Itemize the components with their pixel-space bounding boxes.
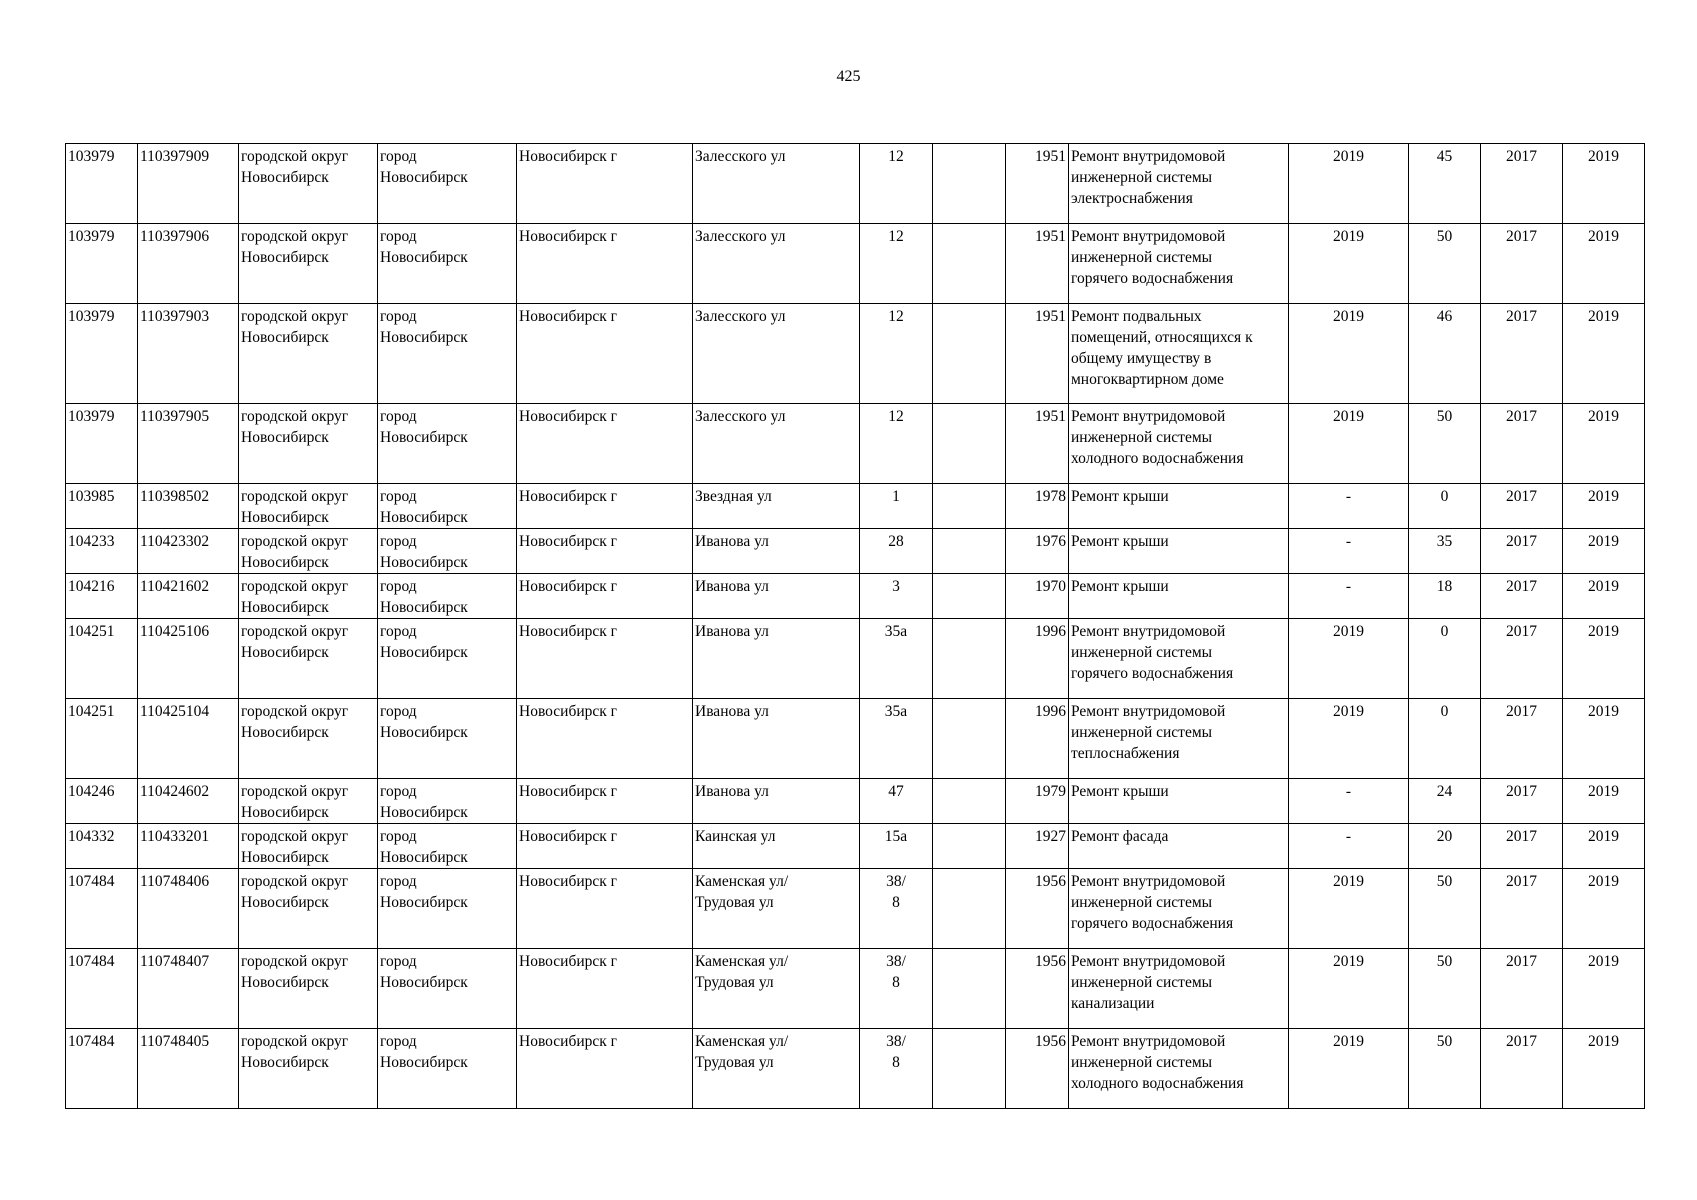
cell-settlement: город Новосибирск (378, 484, 517, 529)
cell-work-type: Ремонт крыши (1069, 484, 1289, 529)
cell-start-year: 2017 (1481, 824, 1563, 869)
cell-house-id: 104233 (66, 529, 138, 574)
cell-last-repair-year: - (1289, 574, 1409, 619)
cell-work-code: 110423302 (138, 529, 239, 574)
table-row (66, 304, 1645, 404)
cell-wear-percent: 0 (1409, 699, 1481, 779)
cell-house-id: 104332 (66, 824, 138, 869)
cell-district: городской округ Новосибирск (239, 144, 378, 224)
cell-last-repair-year: - (1289, 779, 1409, 824)
cell-start-year: 2017 (1481, 869, 1563, 949)
cell-construction-year: 1996 (1006, 699, 1069, 779)
cell-last-repair-year: 2019 (1289, 224, 1409, 304)
cell-district: городской округ Новосибирск (239, 404, 378, 484)
cell-construction-year: 1956 (1006, 869, 1069, 949)
cell-settlement: город Новосибирск (378, 699, 517, 779)
cell-district: городской округ Новосибирск (239, 699, 378, 779)
cell-last-repair-year: - (1289, 484, 1409, 529)
cell-work-code: 110433201 (138, 824, 239, 869)
table-row (66, 949, 1645, 1029)
cell-work-type: Ремонт внутридомовой инженерной системы холодного водоснабжения (1069, 404, 1289, 484)
cell-construction-year: 1951 (1006, 224, 1069, 304)
cell-settlement: город Новосибирск (378, 304, 517, 404)
cell-settlement: город Новосибирск (378, 1029, 517, 1109)
cell-house-number: 35а (860, 699, 933, 779)
cell-start-year: 2017 (1481, 484, 1563, 529)
cell-city: Новосибирск г (517, 779, 693, 824)
cell-building (933, 779, 1006, 824)
cell-city: Новосибирск г (517, 144, 693, 224)
cell-house-number: 15а (860, 824, 933, 869)
cell-construction-year: 1979 (1006, 779, 1069, 824)
cell-settlement: город Новосибирск (378, 779, 517, 824)
cell-city: Новосибирск г (517, 224, 693, 304)
cell-construction-year: 1970 (1006, 574, 1069, 619)
cell-end-year: 2019 (1563, 144, 1645, 224)
table-row (66, 824, 1645, 869)
cell-district: городской округ Новосибирск (239, 304, 378, 404)
cell-city: Новосибирск г (517, 1029, 693, 1109)
cell-district: городской округ Новосибирск (239, 1029, 378, 1109)
cell-end-year: 2019 (1563, 224, 1645, 304)
table-row (66, 529, 1645, 574)
cell-wear-percent: 20 (1409, 824, 1481, 869)
cell-start-year: 2017 (1481, 949, 1563, 1029)
cell-start-year: 2017 (1481, 779, 1563, 824)
cell-house-id: 103979 (66, 404, 138, 484)
cell-city: Новосибирск г (517, 869, 693, 949)
cell-work-code: 110748405 (138, 1029, 239, 1109)
cell-house-number: 38/ 8 (860, 1029, 933, 1109)
cell-end-year: 2019 (1563, 869, 1645, 949)
cell-settlement: город Новосибирск (378, 529, 517, 574)
cell-house-id: 104251 (66, 699, 138, 779)
cell-construction-year: 1951 (1006, 304, 1069, 404)
cell-work-code: 110397909 (138, 144, 239, 224)
cell-house-number: 3 (860, 574, 933, 619)
cell-street: Залесского ул (693, 304, 860, 404)
cell-city: Новосибирск г (517, 529, 693, 574)
cell-construction-year: 1956 (1006, 949, 1069, 1029)
cell-house-number: 47 (860, 779, 933, 824)
cell-house-number: 12 (860, 304, 933, 404)
cell-street: Залесского ул (693, 224, 860, 304)
cell-start-year: 2017 (1481, 619, 1563, 699)
cell-last-repair-year: - (1289, 529, 1409, 574)
cell-construction-year: 1927 (1006, 824, 1069, 869)
cell-house-number: 12 (860, 224, 933, 304)
cell-street: Иванова ул (693, 779, 860, 824)
cell-house-id: 103979 (66, 304, 138, 404)
cell-district: городской округ Новосибирск (239, 779, 378, 824)
cell-city: Новосибирск г (517, 484, 693, 529)
cell-wear-percent: 46 (1409, 304, 1481, 404)
cell-street: Иванова ул (693, 574, 860, 619)
table-row (66, 619, 1645, 699)
cell-building (933, 869, 1006, 949)
repair-registry-table (65, 143, 1645, 1109)
cell-city: Новосибирск г (517, 404, 693, 484)
cell-wear-percent: 45 (1409, 144, 1481, 224)
cell-construction-year: 1978 (1006, 484, 1069, 529)
cell-last-repair-year: 2019 (1289, 619, 1409, 699)
cell-construction-year: 1976 (1006, 529, 1069, 574)
cell-last-repair-year: 2019 (1289, 404, 1409, 484)
cell-district: городской округ Новосибирск (239, 869, 378, 949)
cell-end-year: 2019 (1563, 404, 1645, 484)
cell-last-repair-year: 2019 (1289, 1029, 1409, 1109)
cell-settlement: город Новосибирск (378, 824, 517, 869)
cell-end-year: 2019 (1563, 824, 1645, 869)
cell-house-number: 1 (860, 484, 933, 529)
cell-house-id: 107484 (66, 949, 138, 1029)
cell-work-code: 110425106 (138, 619, 239, 699)
cell-last-repair-year: - (1289, 824, 1409, 869)
cell-house-id: 107484 (66, 1029, 138, 1109)
cell-work-code: 110748407 (138, 949, 239, 1029)
cell-work-code: 110748406 (138, 869, 239, 949)
cell-wear-percent: 0 (1409, 484, 1481, 529)
cell-district: городской округ Новосибирск (239, 574, 378, 619)
cell-work-type: Ремонт внутридомовой инженерной системы электроснабжения (1069, 144, 1289, 224)
cell-start-year: 2017 (1481, 699, 1563, 779)
cell-wear-percent: 50 (1409, 1029, 1481, 1109)
cell-work-type: Ремонт внутридомовой инженерной системы горячего водоснабжения (1069, 224, 1289, 304)
cell-wear-percent: 0 (1409, 619, 1481, 699)
cell-street: Каменская ул/ Трудовая ул (693, 869, 860, 949)
cell-street: Иванова ул (693, 529, 860, 574)
table-row (66, 144, 1645, 224)
cell-work-type: Ремонт крыши (1069, 779, 1289, 824)
cell-house-id: 103985 (66, 484, 138, 529)
table-row (66, 779, 1645, 824)
cell-end-year: 2019 (1563, 574, 1645, 619)
cell-city: Новосибирск г (517, 619, 693, 699)
cell-district: городской округ Новосибирск (239, 824, 378, 869)
cell-work-code: 110397906 (138, 224, 239, 304)
table-body (66, 144, 1645, 1109)
cell-wear-percent: 50 (1409, 224, 1481, 304)
cell-district: городской округ Новосибирск (239, 619, 378, 699)
cell-start-year: 2017 (1481, 529, 1563, 574)
cell-building (933, 529, 1006, 574)
cell-work-code: 110424602 (138, 779, 239, 824)
cell-start-year: 2017 (1481, 304, 1563, 404)
cell-construction-year: 1951 (1006, 404, 1069, 484)
cell-city: Новосибирск г (517, 699, 693, 779)
cell-work-type: Ремонт крыши (1069, 529, 1289, 574)
cell-start-year: 2017 (1481, 1029, 1563, 1109)
cell-street: Звездная ул (693, 484, 860, 529)
cell-start-year: 2017 (1481, 574, 1563, 619)
cell-start-year: 2017 (1481, 404, 1563, 484)
cell-building (933, 404, 1006, 484)
cell-house-number: 38/ 8 (860, 949, 933, 1029)
cell-district: городской округ Новосибирск (239, 949, 378, 1029)
cell-building (933, 1029, 1006, 1109)
cell-start-year: 2017 (1481, 144, 1563, 224)
cell-work-type: Ремонт внутридомовой инженерной системы горячего водоснабжения (1069, 869, 1289, 949)
cell-work-type: Ремонт внутридомовой инженерной системы теплоснабжения (1069, 699, 1289, 779)
cell-end-year: 2019 (1563, 779, 1645, 824)
cell-construction-year: 1951 (1006, 144, 1069, 224)
cell-city: Новосибирск г (517, 949, 693, 1029)
cell-settlement: город Новосибирск (378, 224, 517, 304)
cell-end-year: 2019 (1563, 619, 1645, 699)
table-row (66, 1029, 1645, 1109)
cell-house-id: 107484 (66, 869, 138, 949)
cell-start-year: 2017 (1481, 224, 1563, 304)
table-row (66, 869, 1645, 949)
cell-settlement: город Новосибирск (378, 949, 517, 1029)
cell-work-type: Ремонт подвальных помещений, относящихся к общему имуществу в многоквартирном доме (1069, 304, 1289, 404)
cell-building (933, 949, 1006, 1029)
cell-work-type: Ремонт внутридомовой инженерной системы холодного водоснабжения (1069, 1029, 1289, 1109)
cell-building (933, 699, 1006, 779)
cell-settlement: город Новосибирск (378, 574, 517, 619)
cell-end-year: 2019 (1563, 1029, 1645, 1109)
cell-work-code: 110425104 (138, 699, 239, 779)
cell-building (933, 619, 1006, 699)
cell-last-repair-year: 2019 (1289, 949, 1409, 1029)
table-row (66, 404, 1645, 484)
cell-street: Каменская ул/ Трудовая ул (693, 1029, 860, 1109)
cell-wear-percent: 35 (1409, 529, 1481, 574)
table-row (66, 484, 1645, 529)
cell-building (933, 304, 1006, 404)
cell-house-id: 103979 (66, 144, 138, 224)
cell-wear-percent: 50 (1409, 404, 1481, 484)
cell-settlement: город Новосибирск (378, 404, 517, 484)
cell-settlement: город Новосибирск (378, 144, 517, 224)
cell-street: Залесского ул (693, 144, 860, 224)
cell-city: Новосибирск г (517, 574, 693, 619)
cell-wear-percent: 18 (1409, 574, 1481, 619)
cell-district: городской округ Новосибирск (239, 484, 378, 529)
cell-work-type: Ремонт внутридомовой инженерной системы канализации (1069, 949, 1289, 1029)
cell-building (933, 824, 1006, 869)
cell-building (933, 574, 1006, 619)
cell-wear-percent: 50 (1409, 949, 1481, 1029)
cell-house-number: 38/ 8 (860, 869, 933, 949)
cell-house-number: 28 (860, 529, 933, 574)
cell-building (933, 224, 1006, 304)
cell-street: Залесского ул (693, 404, 860, 484)
cell-house-id: 104251 (66, 619, 138, 699)
table-row (66, 574, 1645, 619)
cell-work-type: Ремонт внутридомовой инженерной системы горячего водоснабжения (1069, 619, 1289, 699)
cell-construction-year: 1996 (1006, 619, 1069, 699)
cell-wear-percent: 24 (1409, 779, 1481, 824)
cell-house-id: 103979 (66, 224, 138, 304)
cell-work-code: 110421602 (138, 574, 239, 619)
cell-street: Иванова ул (693, 699, 860, 779)
cell-end-year: 2019 (1563, 699, 1645, 779)
cell-last-repair-year: 2019 (1289, 699, 1409, 779)
cell-last-repair-year: 2019 (1289, 304, 1409, 404)
cell-district: городской округ Новосибирск (239, 529, 378, 574)
cell-work-code: 110398502 (138, 484, 239, 529)
cell-house-id: 104246 (66, 779, 138, 824)
cell-end-year: 2019 (1563, 484, 1645, 529)
cell-settlement: город Новосибирск (378, 619, 517, 699)
table-row (66, 224, 1645, 304)
cell-work-code: 110397903 (138, 304, 239, 404)
cell-street: Иванова ул (693, 619, 860, 699)
cell-end-year: 2019 (1563, 304, 1645, 404)
cell-last-repair-year: 2019 (1289, 144, 1409, 224)
cell-street: Каинская ул (693, 824, 860, 869)
cell-building (933, 484, 1006, 529)
cell-construction-year: 1956 (1006, 1029, 1069, 1109)
cell-work-type: Ремонт крыши (1069, 574, 1289, 619)
table-row (66, 699, 1645, 779)
cell-district: городской округ Новосибирск (239, 224, 378, 304)
cell-street: Каменская ул/ Трудовая ул (693, 949, 860, 1029)
cell-settlement: город Новосибирск (378, 869, 517, 949)
cell-house-number: 35а (860, 619, 933, 699)
cell-city: Новосибирск г (517, 824, 693, 869)
cell-wear-percent: 50 (1409, 869, 1481, 949)
cell-city: Новосибирск г (517, 304, 693, 404)
cell-last-repair-year: 2019 (1289, 869, 1409, 949)
cell-house-number: 12 (860, 144, 933, 224)
cell-house-id: 104216 (66, 574, 138, 619)
page-number: 425 (836, 68, 861, 85)
cell-building (933, 144, 1006, 224)
cell-work-type: Ремонт фасада (1069, 824, 1289, 869)
cell-end-year: 2019 (1563, 949, 1645, 1029)
cell-end-year: 2019 (1563, 529, 1645, 574)
cell-house-number: 12 (860, 404, 933, 484)
cell-work-code: 110397905 (138, 404, 239, 484)
